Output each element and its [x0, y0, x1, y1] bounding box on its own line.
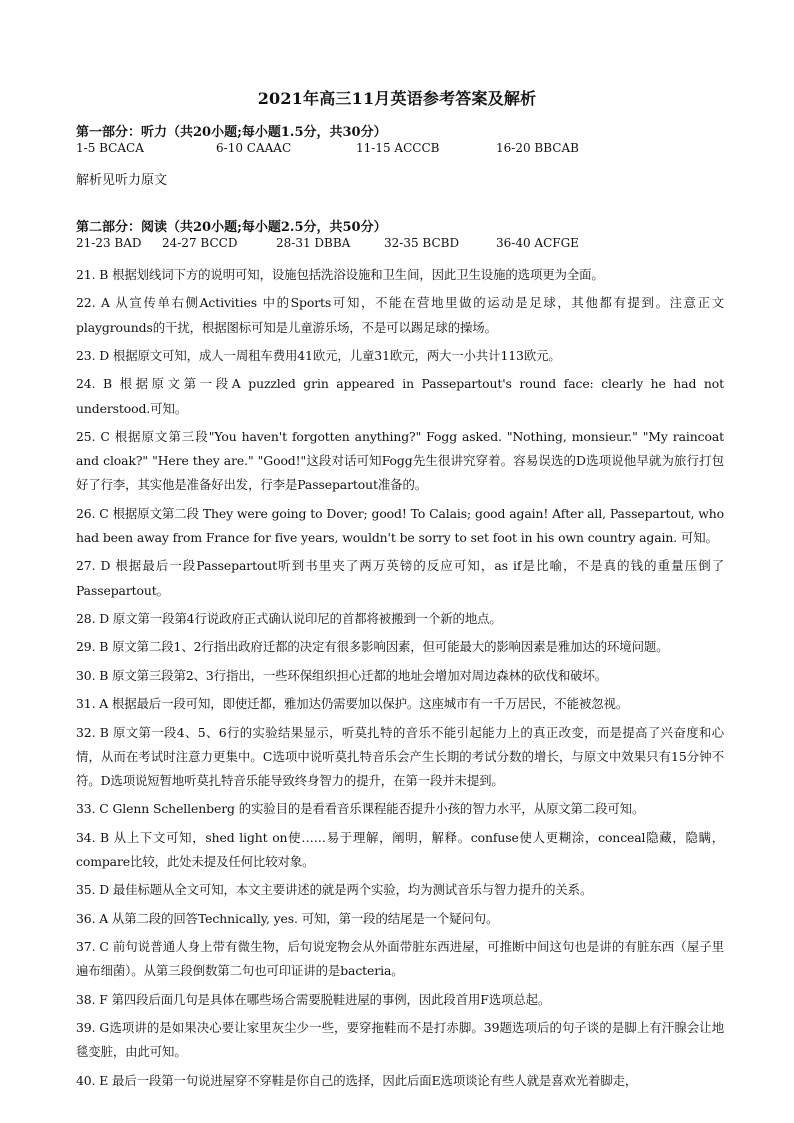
answer-group: 24-27 BCCD [162, 236, 238, 250]
explanation-item: 23. D 根据原文可知，成人一周租车费用41欧元，儿童31欧元，两大一小共计113欧元。 [76, 347, 561, 363]
page-title: 2021年高三11月英语参考答案及解析 [257, 89, 537, 108]
explanation-item: 24. B 根据原文第一段A puzzled grin appeared in Passepartout's round face: clearly he had not understood.可知。 [76, 376, 724, 416]
explanation-item: 39. G选项讲的是如果决心要让家里灰尘少一些，要穿拖鞋而不是打赤脚。39题选项后的句子谈的是脚上有汗腺会让地毯变脏，由此可知。 [76, 1020, 724, 1060]
part1-note: 解析见听力原文 [76, 173, 168, 188]
explanation-item: 21. B 根据划线词下方的说明可知，设施包括洗浴设施和卫生间，因此卫生设施的选项更为全面。 [76, 267, 604, 282]
answer-group: 21-23 BAD [76, 236, 142, 250]
explanation-item: 26. C 根据原文第二段 They were going to Dover; good! To Calais; good again! After all, Passepartout, who had been away from France for five years, wouldn't be sorry to set foot in his own country again. 可知。 [76, 505, 724, 545]
explanation-item: 29. B 原文第二段1、2行指出政府迁都的决定有很多影响因素，但可能最大的影响因素是雅加达的环境问题。 [76, 639, 669, 655]
answer-group: 6-10 CAAAC [216, 141, 292, 155]
explanation-item: 33. C Glenn Schellenberg 的实验目的是看看音乐课程能否提升小孩的智力水平，从原文第二段可知。 [76, 801, 645, 817]
answer-group: 1-5 BCACA [76, 141, 144, 155]
explanation-item: 28. D 原文第一段第4行说政府正式确认说印尼的首都将被搬到一个新的地点。 [76, 610, 502, 626]
part2-answer-row [76, 236, 736, 252]
explanation-item: 25. C 根据原文第三段"You haven't forgotten anything?" Fogg asked. "Nothing, monsieur." "My raincoat and cloak?" "Here they are." "Good!"这段对话可知Fogg先生很讲究穿着。容易误选的D选项说他早就为旅行打包好了行李，其实他是准备好出发，行李是Passepartout准备的。 [76, 428, 724, 493]
answer-group: 28-31 DBBA [276, 236, 351, 250]
explanation-item: 40. E 最后一段第一句说进屋穿不穿鞋是你自己的选择，因此后面E选项谈论有些人就是喜欢光着脚走， [76, 1072, 638, 1088]
answer-group: 16-20 BBCAB [496, 141, 579, 155]
part1-answer-row [76, 141, 736, 157]
explanation-item: 32. B 原文第一段4、5、6行的实验结果显示，听莫扎特的音乐不能引起能力上的真正改变，而是提高了兴奋度和心情，从而在考试时注意力更集中。C选项中说听莫扎特音乐会产生长期的考试分数的增长，与原文中效果只有15分钟不符。D选项说短暂地听莫扎特音乐能导致终身智力的提升，在第一段并未提到。 [76, 724, 724, 788]
explanation-item: 35. D 最佳标题从全文可知，本文主要讲述的就是两个实验，均为测试音乐与智力提升的关系。 [76, 882, 593, 898]
explanation-item: 30. B 原文第三段第2、3行指出，一些环保组织担心迁都的地址会增加对周边森林的砍伐和破坏。 [76, 667, 607, 683]
explanation-item: 34. B 从上下文可知，shed light on使……易于理解，阐明，解释。confuse使人更糊涂，conceal隐藏，隐瞒，compare比较，此处未提及任何比较对象。 [76, 829, 724, 869]
explanation-item: 22. A 从宣传单右侧Activities 中的Sports可知，不能在营地里做的运动是足球，其他都有提到。注意正文playgrounds的干扰，根据图标可知是儿童游乐场，不是可以踢足球的操场。 [76, 295, 724, 335]
explanation-item: 37. C 前句说普通人身上带有微生物，后句说宠物会从外面带脏东西进屋，可推断中间这句也是讲的有脏东西（屋子里遍布细菌）。从第三段倒数第二句也可印证讲的是bacteria。 [76, 939, 724, 979]
explanation-item: 27. D 根据最后一段Passepartout听到书里夹了两万英镑的反应可知，as if是比喻，不是真的钱的重量压倒了Passepartout。 [76, 558, 724, 598]
answer-group: 36-40 ACFGE [496, 236, 579, 250]
explanation-item: 38. F 第四段后面几句是具体在哪些场合需要脱鞋进屋的事例，因此段首用F选项总起。 [76, 991, 551, 1007]
answer-group: 32-35 BCBD [384, 236, 460, 250]
explanation-item: 36. A 从第二段的回答Technically, yes. 可知，第一段的结尾是一个疑问句。 [76, 910, 499, 926]
answer-group: 11-15 ACCCB [356, 141, 440, 155]
explanation-list [76, 263, 724, 1097]
part2-heading: 第二部分：阅读（共20小题;每小题2.5分，共50分） [76, 220, 387, 235]
part1-heading: 第一部分：听力（共20小题;每小题1.5分，共30分） [76, 125, 387, 140]
explanation-item: 31. A 根据最后一段可知，即使迁都，雅加达仍需要加以保护。这座城市有一千万居民，不能被忽视。 [76, 696, 629, 712]
